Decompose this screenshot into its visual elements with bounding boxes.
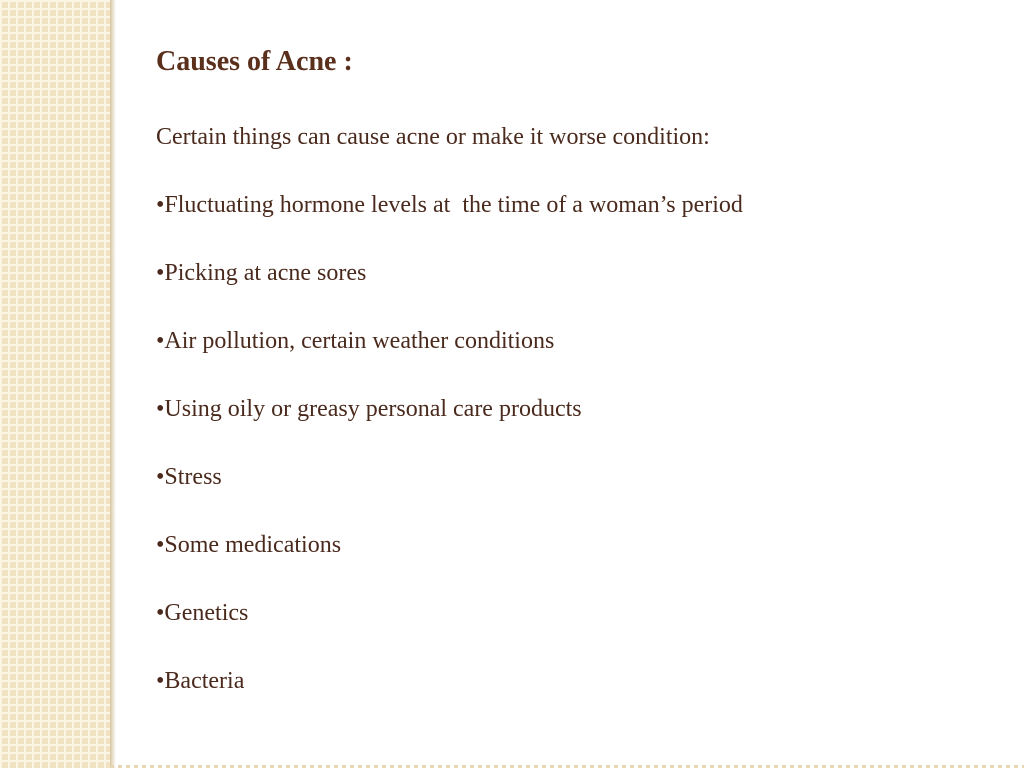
list-item: •Genetics <box>156 600 249 626</box>
list-item: •Some medications <box>156 532 342 558</box>
side-band-shadow <box>110 0 116 768</box>
intro-text: Certain things can cause acne or make it worse condition: <box>156 124 710 150</box>
list-item: •Picking at acne sores <box>156 260 367 286</box>
slide-body <box>156 120 996 732</box>
list-item: •Bacteria <box>156 668 245 694</box>
causes-list <box>156 188 996 732</box>
decorative-side-band <box>0 0 110 768</box>
list-item: •Fluctuating hormone levels at the time of a woman’s period <box>156 192 743 218</box>
slide-title: Causes of Acne : <box>156 46 353 77</box>
list-item: •Stress <box>156 464 222 490</box>
list-item: •Using oily or greasy personal care products <box>156 396 582 422</box>
list-item: •Air pollution, certain weather conditions <box>156 328 555 354</box>
